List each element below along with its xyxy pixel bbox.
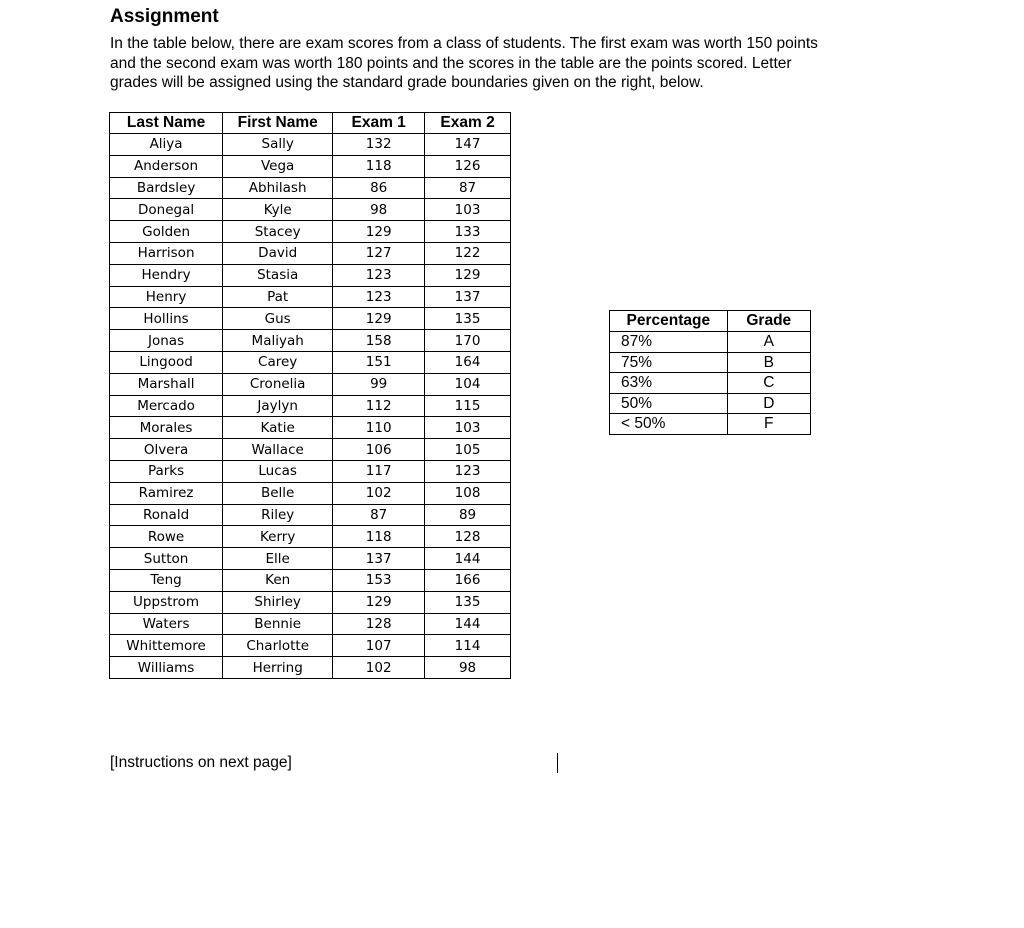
exam-1-cell: 128	[333, 613, 425, 635]
first-name-cell: Kyle	[223, 199, 333, 221]
table-row	[110, 221, 511, 243]
table-row	[110, 395, 511, 417]
grade-boundaries-table	[609, 310, 811, 435]
table-row	[610, 332, 811, 353]
header-exam-1: Exam 1	[333, 113, 425, 134]
header-grade: Grade	[727, 311, 810, 332]
exam-1-cell: 117	[333, 460, 425, 482]
exam-2-cell: 87	[425, 177, 511, 199]
header-percentage: Percentage	[610, 311, 728, 332]
table-row	[110, 591, 511, 613]
percentage-cell: 63%	[610, 373, 728, 394]
exam-1-cell: 99	[333, 373, 425, 395]
percentage-cell: 75%	[610, 352, 728, 373]
intro-line: grades will be assigned using the standard grade boundaries given on the right, below.	[110, 74, 704, 91]
first-name-cell: Wallace	[223, 439, 333, 461]
first-name-cell: Carey	[223, 351, 333, 373]
exam-2-cell: 135	[425, 591, 511, 613]
table-row	[110, 351, 511, 373]
last-name-cell: Waters	[110, 613, 223, 635]
exam-1-cell: 129	[333, 591, 425, 613]
first-name-cell: Stacey	[223, 221, 333, 243]
first-name-cell: Lucas	[223, 460, 333, 482]
last-name-cell: Bardsley	[110, 177, 223, 199]
last-name-cell: Morales	[110, 417, 223, 439]
percentage-cell: 87%	[610, 332, 728, 353]
grade-cell: D	[727, 393, 810, 414]
exam-2-cell: 126	[425, 155, 511, 177]
last-name-cell: Harrison	[110, 242, 223, 264]
exam-1-cell: 107	[333, 635, 425, 657]
intro-line: and the second exam was worth 180 points and the scores in the table are the points scored. Letter	[110, 54, 792, 72]
first-name-cell: Kerry	[223, 526, 333, 548]
last-name-cell: Williams	[110, 657, 223, 679]
first-name-cell: Jaylyn	[223, 395, 333, 417]
header-exam-2: Exam 2	[425, 113, 511, 134]
exam-2-cell: 103	[425, 417, 511, 439]
exam-2-cell: 98	[425, 657, 511, 679]
grade-cell: C	[727, 373, 810, 394]
exam-1-cell: 151	[333, 351, 425, 373]
exam-1-cell: 102	[333, 482, 425, 504]
first-name-cell: Charlotte	[223, 635, 333, 657]
table-row	[110, 242, 511, 264]
table-row	[110, 330, 511, 352]
exam-2-cell: 170	[425, 330, 511, 352]
last-name-cell: Ronald	[110, 504, 223, 526]
page-title: Assignment	[110, 6, 219, 27]
exam-scores-table	[109, 112, 511, 679]
table-row	[110, 569, 511, 591]
table-row	[110, 134, 511, 156]
table-row	[110, 199, 511, 221]
exam-1-cell: 127	[333, 242, 425, 264]
first-name-cell: Riley	[223, 504, 333, 526]
table-row	[610, 393, 811, 414]
exam-1-cell: 87	[333, 504, 425, 526]
last-name-cell: Golden	[110, 221, 223, 243]
table-row	[610, 414, 811, 435]
last-name-cell: Hendry	[110, 264, 223, 286]
table-row	[610, 352, 811, 373]
last-name-cell: Lingood	[110, 351, 223, 373]
table-row	[110, 417, 511, 439]
exam-1-cell: 158	[333, 330, 425, 352]
exam-1-cell: 86	[333, 177, 425, 199]
footer-note: [Instructions on next page]	[110, 754, 292, 771]
exam-2-cell: 133	[425, 221, 511, 243]
last-name-cell: Teng	[110, 569, 223, 591]
first-name-cell: David	[223, 242, 333, 264]
last-name-cell: Aliya	[110, 134, 223, 156]
table-row	[610, 373, 811, 394]
exam-2-cell: 147	[425, 134, 511, 156]
exam-1-cell: 112	[333, 395, 425, 417]
table-row	[110, 460, 511, 482]
last-name-cell: Donegal	[110, 199, 223, 221]
exam-2-cell: 103	[425, 199, 511, 221]
table-row	[110, 155, 511, 177]
last-name-cell: Jonas	[110, 330, 223, 352]
exam-1-cell: 123	[333, 286, 425, 308]
table-row	[110, 373, 511, 395]
table-header-row	[110, 113, 511, 134]
grade-cell: B	[727, 352, 810, 373]
exam-2-cell: 137	[425, 286, 511, 308]
table-row	[110, 482, 511, 504]
table-row	[110, 613, 511, 635]
grade-cell: A	[727, 332, 810, 353]
table-row	[110, 177, 511, 199]
exam-1-cell: 106	[333, 439, 425, 461]
first-name-cell: Pat	[223, 286, 333, 308]
first-name-cell: Stasia	[223, 264, 333, 286]
table-header-row	[610, 311, 811, 332]
table-row	[110, 657, 511, 679]
table-row	[110, 526, 511, 548]
exam-2-cell: 144	[425, 613, 511, 635]
header-first-name: First Name	[223, 113, 333, 134]
header-last-name: Last Name	[110, 113, 223, 134]
text-cursor	[557, 753, 558, 773]
grade-cell: F	[727, 414, 810, 435]
first-name-cell: Herring	[223, 657, 333, 679]
last-name-cell: Parks	[110, 460, 223, 482]
intro-paragraph	[110, 34, 910, 93]
first-name-cell: Abhilash	[223, 177, 333, 199]
first-name-cell: Cronelia	[223, 373, 333, 395]
exam-1-cell: 102	[333, 657, 425, 679]
exam-2-cell: 115	[425, 395, 511, 417]
exam-2-cell: 105	[425, 439, 511, 461]
exam-1-cell: 129	[333, 308, 425, 330]
last-name-cell: Uppstrom	[110, 591, 223, 613]
exam-2-cell: 166	[425, 569, 511, 591]
first-name-cell: Ken	[223, 569, 333, 591]
exam-2-cell: 104	[425, 373, 511, 395]
exam-1-cell: 132	[333, 134, 425, 156]
percentage-cell: 50%	[610, 393, 728, 414]
exam-2-cell: 129	[425, 264, 511, 286]
first-name-cell: Vega	[223, 155, 333, 177]
exam-2-cell: 122	[425, 242, 511, 264]
first-name-cell: Katie	[223, 417, 333, 439]
table-row	[110, 504, 511, 526]
last-name-cell: Ramirez	[110, 482, 223, 504]
last-name-cell: Marshall	[110, 373, 223, 395]
last-name-cell: Sutton	[110, 548, 223, 570]
last-name-cell: Mercado	[110, 395, 223, 417]
exam-1-cell: 118	[333, 526, 425, 548]
exam-2-cell: 128	[425, 526, 511, 548]
percentage-cell: < 50%	[610, 414, 728, 435]
table-row	[110, 308, 511, 330]
grades-table-body	[610, 332, 811, 435]
exam-2-cell: 108	[425, 482, 511, 504]
exam-2-cell: 164	[425, 351, 511, 373]
exam-1-cell: 110	[333, 417, 425, 439]
exam-2-cell: 89	[425, 504, 511, 526]
exam-1-cell: 123	[333, 264, 425, 286]
exam-2-cell: 114	[425, 635, 511, 657]
exam-2-cell: 144	[425, 548, 511, 570]
first-name-cell: Gus	[223, 308, 333, 330]
last-name-cell: Rowe	[110, 526, 223, 548]
last-name-cell: Hollins	[110, 308, 223, 330]
intro-line: In the table below, there are exam scores from a class of students. The first exam was worth 150 points	[110, 35, 818, 52]
first-name-cell: Maliyah	[223, 330, 333, 352]
last-name-cell: Olvera	[110, 439, 223, 461]
table-row	[110, 635, 511, 657]
exam-1-cell: 118	[333, 155, 425, 177]
exam-1-cell: 137	[333, 548, 425, 570]
table-row	[110, 439, 511, 461]
table-row	[110, 548, 511, 570]
first-name-cell: Sally	[223, 134, 333, 156]
exam-2-cell: 135	[425, 308, 511, 330]
table-row	[110, 286, 511, 308]
scores-table-body	[110, 134, 511, 679]
last-name-cell: Whittemore	[110, 635, 223, 657]
first-name-cell: Elle	[223, 548, 333, 570]
first-name-cell: Belle	[223, 482, 333, 504]
exam-1-cell: 153	[333, 569, 425, 591]
last-name-cell: Henry	[110, 286, 223, 308]
first-name-cell: Bennie	[223, 613, 333, 635]
exam-1-cell: 98	[333, 199, 425, 221]
exam-1-cell: 129	[333, 221, 425, 243]
last-name-cell: Anderson	[110, 155, 223, 177]
exam-2-cell: 123	[425, 460, 511, 482]
table-row	[110, 264, 511, 286]
first-name-cell: Shirley	[223, 591, 333, 613]
